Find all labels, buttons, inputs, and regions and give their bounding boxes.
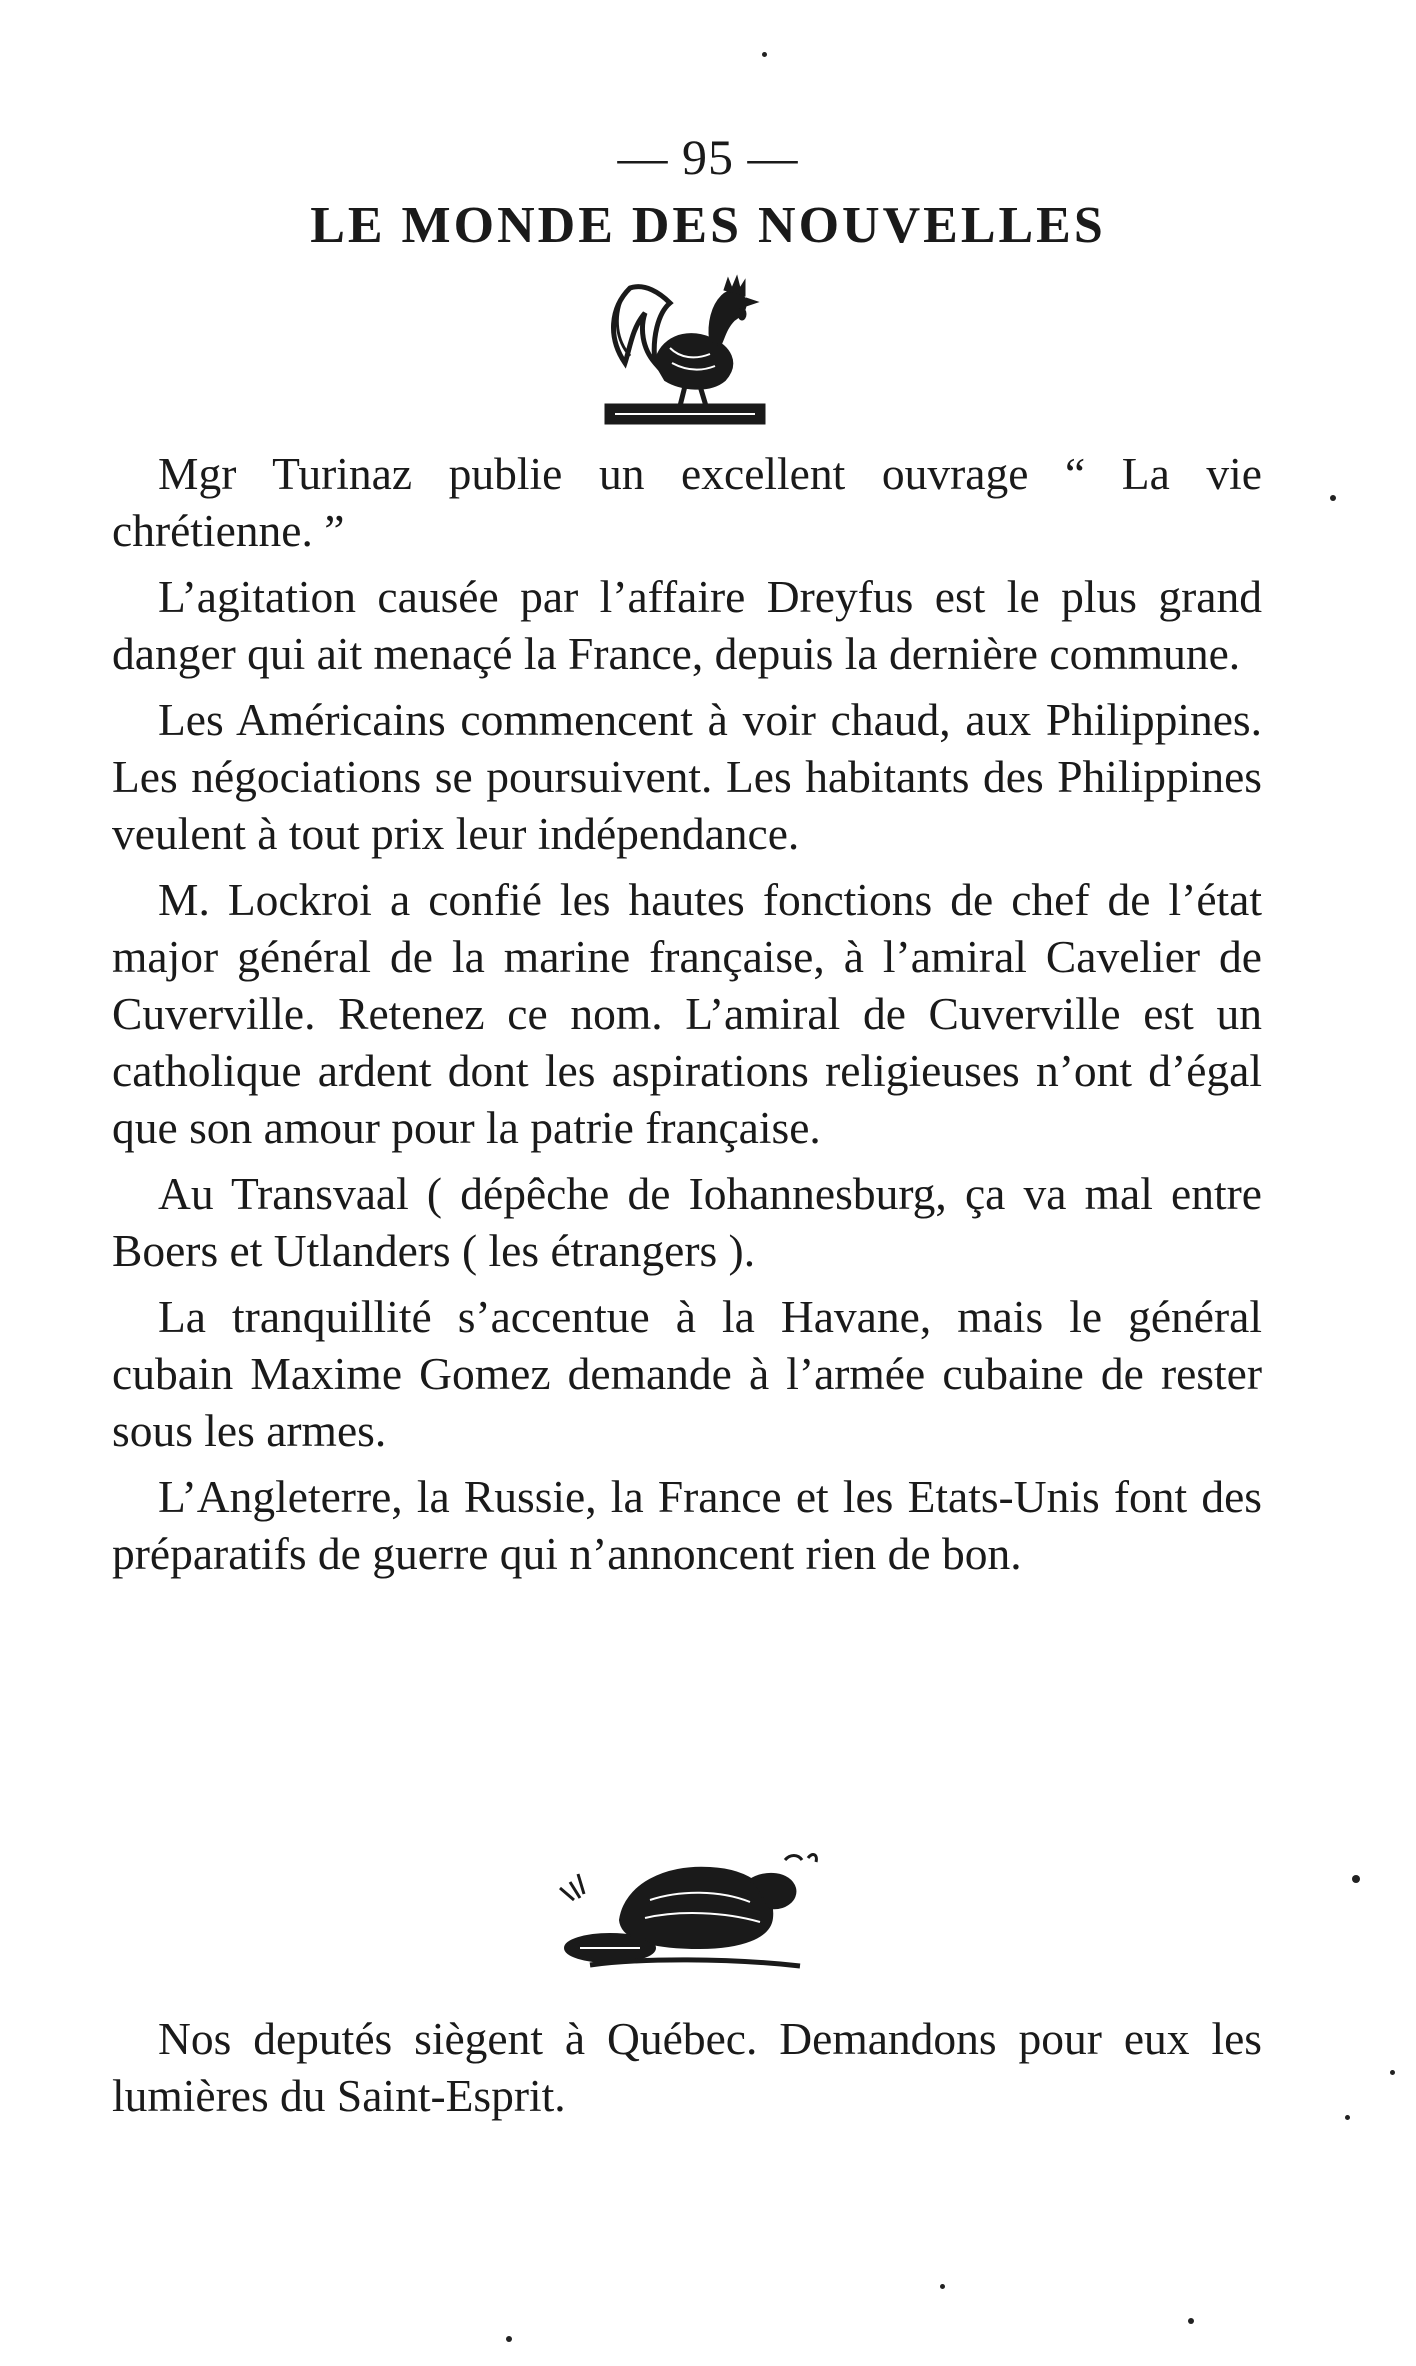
news-body: [112, 445, 1262, 1591]
news-paragraph: Les Américains commencent à voir chaud, aux Philippines. Les négociations se poursuivent. Les habitants des Philippines veulent à tout prix leur indépendance.: [112, 694, 1262, 859]
beaver-icon: [550, 1840, 820, 1980]
scan-speck: [1188, 2318, 1194, 2324]
news-paragraph: M. Lockroi a confié les hautes fonctions de chef de l’état major général de la marine française, à l’amiral Cavelier de Cuverville. Retenez ce nom. L’amiral de Cuverville est un catholique ardent dont les aspirations religieuses n’ont d’égal que son amour pour la patrie française.: [112, 874, 1262, 1153]
news-paragraph: La tranquillité s’accentue à la Havane, mais le général cubain Maxime Gomez demande à l’armée cubaine de rester sous les armes.: [112, 1291, 1262, 1456]
closing-note: [112, 2010, 1262, 2124]
scan-speck: [1352, 1875, 1360, 1883]
scan-speck: [506, 2336, 512, 2342]
scan-speck: [1390, 2070, 1395, 2075]
news-paragraph: L’Angleterre, la Russie, la France et les Etats-Unis font des préparatifs de guerre qui n’annoncent rien de bon.: [112, 1471, 1262, 1579]
scan-speck: [940, 2284, 945, 2289]
scan-speck: [1330, 495, 1336, 501]
news-paragraph: Mgr Turinaz publie un excellent ouvrage “ La vie chrétienne. ”: [112, 448, 1262, 556]
rooster-icon: [600, 268, 770, 428]
scan-speck: [1345, 2115, 1350, 2120]
news-paragraph: L’agitation causée par l’affaire Dreyfus est le plus grand danger qui ait menaçé la France, depuis la dernière commune.: [112, 571, 1262, 679]
scan-speck: [762, 52, 767, 57]
closing-paragraph: Nos deputés siègent à Québec. Demandons pour eux les lumières du Saint-Esprit.: [112, 2013, 1262, 2121]
page-number: — 95 —: [617, 129, 799, 185]
page-title: LE MONDE DES NOUVELLES: [310, 197, 1106, 254]
news-paragraph: Au Transvaal ( dépêche de Iohannesburg, ça va mal entre Boers et Utlanders ( les étrangers ).: [112, 1168, 1262, 1276]
